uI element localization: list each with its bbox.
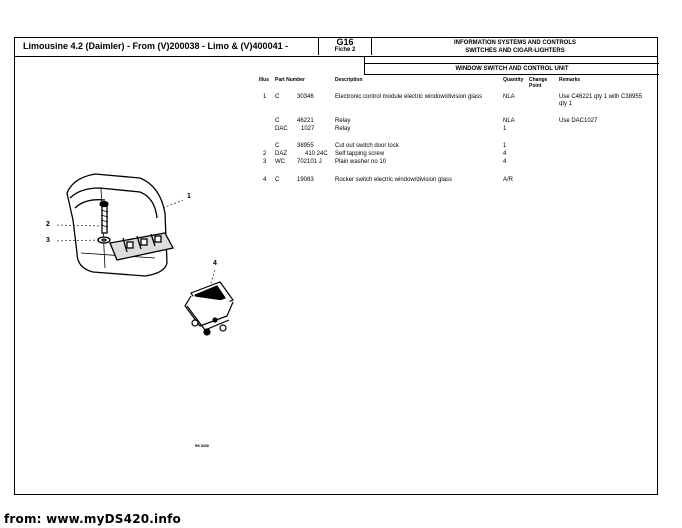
row-qty: 4 xyxy=(503,151,507,157)
row-qty: 4 xyxy=(503,159,507,165)
row-number: 702101 J xyxy=(297,159,322,165)
row-remarks: Use DAC1027 xyxy=(559,118,598,124)
row-description: Relay xyxy=(335,118,351,124)
callout-4: 4 xyxy=(213,260,217,267)
row-description: Relay xyxy=(335,126,351,132)
source-footer: from: www.myDS420.info xyxy=(4,512,181,526)
callout-1: 1 xyxy=(187,193,191,200)
page-title: Limousine 4.2 (Daimler) - From (V)200038 - Limo & (V)400041 - xyxy=(23,41,289,51)
row-number: 46221 xyxy=(297,118,314,124)
col-quantity: Quantity xyxy=(503,77,524,83)
row-description: Rocker switch electric window/division glass xyxy=(335,177,453,183)
row-description: Plain washer no 10 xyxy=(335,159,387,165)
row-qty: NLA xyxy=(503,94,515,100)
row-illus: 1 xyxy=(263,94,267,100)
row-illus: 4 xyxy=(263,177,267,183)
row-prefix: C xyxy=(275,177,280,183)
control-module-drawing xyxy=(67,174,173,276)
row-prefix: DAZ xyxy=(275,151,287,157)
row-qty: 1 xyxy=(503,143,507,149)
col-remarks: Remarks xyxy=(559,77,581,83)
row-description: Self tapping screw xyxy=(335,151,385,157)
row-illus: 3 xyxy=(263,159,267,165)
row-qty: NLA xyxy=(503,118,515,124)
rocker-switch-drawing xyxy=(185,282,233,335)
row-description: Electronic control module electric window/division glass xyxy=(335,94,483,100)
figure-reference: RK 8438 xyxy=(195,444,209,448)
row-prefix: WC xyxy=(275,159,285,165)
section-line-1: INFORMATION SYSTEMS AND CONTROLS xyxy=(454,40,576,46)
row-illus: 2 xyxy=(263,151,267,157)
group-code: G16 xyxy=(336,37,354,47)
row-number: 1027 xyxy=(301,126,315,132)
row-prefix: C xyxy=(275,143,280,149)
row-prefix: C xyxy=(275,118,280,124)
callout-2: 2 xyxy=(46,221,50,228)
row-prefix: C xyxy=(275,94,280,100)
row-number: 38955 xyxy=(297,143,314,149)
row-qty: A/R xyxy=(503,177,514,183)
row-prefix: DAC xyxy=(275,126,288,132)
row-number: 19083 xyxy=(297,177,314,183)
col-illus: Illus xyxy=(259,77,270,83)
callout-3: 3 xyxy=(46,237,50,244)
row-number: 410 24C xyxy=(305,151,328,157)
col-part-number: Part Number xyxy=(275,77,306,83)
fiche-label: Fiche 2 xyxy=(334,47,356,53)
row-description: Cut out switch door lock xyxy=(335,143,399,149)
page-frame xyxy=(14,37,658,495)
row-qty: 1 xyxy=(503,126,507,132)
col-change-point: Change Point xyxy=(529,77,548,89)
row-remarks-cont: qty 1 xyxy=(559,101,573,107)
col-description: Description xyxy=(335,77,363,83)
section-line-2: SWITCHES AND CIGAR-LIGHTERS xyxy=(465,48,565,54)
exploded-diagram xyxy=(15,38,659,496)
row-remarks: Use C46221 qty 1 with C38955 xyxy=(559,94,643,100)
row-number: 30346 xyxy=(297,94,314,100)
subsection-title: WINDOW SWITCH AND CONTROL UNIT xyxy=(455,66,569,72)
